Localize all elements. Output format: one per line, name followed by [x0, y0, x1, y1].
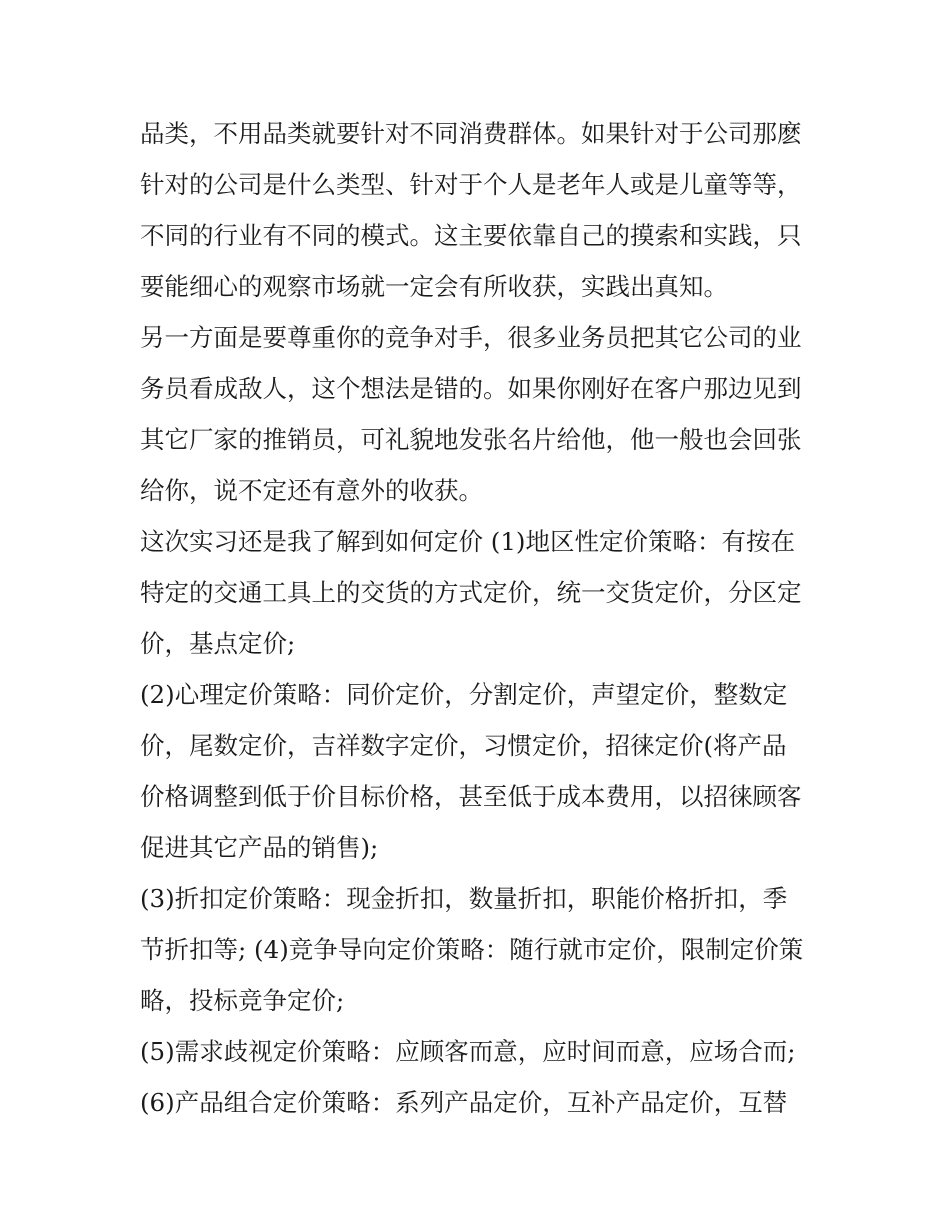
text-line: 促进其它产品的销售);: [140, 833, 379, 862]
text-line: 特定的交通工具上的交货的方式定价，统一交货定价，分区定: [140, 578, 802, 607]
body-text: [140, 108, 820, 1128]
text-line: (5)需求歧视定价策略：应顾客而意，应时间而意，应场合而;: [140, 1037, 796, 1066]
text-line: 不同的行业有不同的模式。这主要依靠自己的摸索和实践，只: [140, 221, 802, 250]
text-line: (2)心理定价策略：同价定价，分割定价，声望定价，整数定: [140, 680, 788, 709]
text-line: 价格调整到低于价目标价格，甚至低于成本费用，以招徕顾客: [140, 782, 802, 811]
text-line: 要能细心的观察市场就一定会有所收获，实践出真知。: [140, 272, 728, 301]
text-line: (3)折扣定价策略：现金折扣，数量折扣，职能价格折扣，季: [140, 884, 788, 913]
text-line: 价，基点定价;: [140, 629, 296, 658]
text-line: 其它厂家的推销员，可礼貌地发张名片给他，他一般也会回张: [140, 425, 802, 454]
text-line: 另一方面是要尊重你的竞争对手，很多业务员把其它公司的业: [140, 323, 802, 352]
text-line: 针对的公司是什么类型、针对于个人是老年人或是儿童等等，: [140, 170, 802, 199]
text-line: 品类，不用品类就要针对不同消费群体。如果针对于公司那麽: [140, 119, 802, 148]
text-line: 节折扣等; (4)竞争导向定价策略：随行就市定价，限制定价策: [140, 935, 804, 964]
text-line: 这次实习还是我了解到如何定价 (1)地区性定价策略：有按在: [140, 527, 795, 556]
text-line: 略，投标竞争定价;: [140, 986, 345, 1015]
text-line: 给你，说不定还有意外的收获。: [140, 476, 483, 505]
text-line: (6)产品组合定价策略：系列产品定价，互补产品定价，互替: [140, 1088, 788, 1117]
text-line: 价，尾数定价，吉祥数字定价，习惯定价，招徕定价(将产品: [140, 731, 787, 760]
text-line: 务员看成敌人，这个想法是错的。如果你刚好在客户那边见到: [140, 374, 802, 403]
